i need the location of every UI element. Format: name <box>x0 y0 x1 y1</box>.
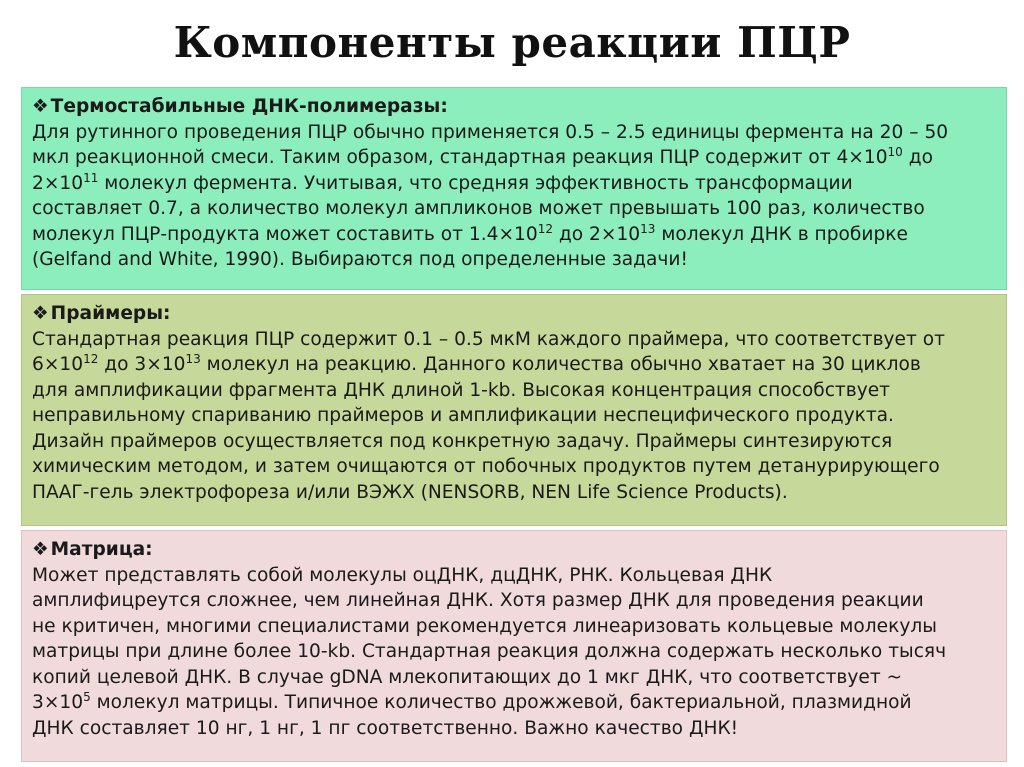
paragraph-line <box>32 563 996 589</box>
line-text: 2×10 <box>32 172 84 194</box>
paragraph-line <box>32 120 996 146</box>
paragraph-line <box>32 327 996 353</box>
diamond-bullet-icon: ❖ <box>32 96 49 117</box>
paragraph-line <box>32 665 996 691</box>
slide-title: Компоненты реакции ПЦР <box>173 18 851 67</box>
section-heading-text: Термостабильные ДНК-полимеразы: <box>50 96 448 117</box>
line-text: Дизайн праймеров осуществляется под конкретную задачу. Праймеры синтезируются <box>32 430 893 452</box>
paragraph-line <box>32 588 996 614</box>
paragraph-line <box>32 480 996 506</box>
line-text: мкл реакционной смеси. Таким образом, стандартная реакция ПЦР содержит от 4×10 <box>32 147 888 168</box>
exponent: 12 <box>537 221 553 236</box>
diamond-bullet-icon: ❖ <box>32 303 49 324</box>
paragraph-line <box>32 171 996 197</box>
paragraph-line <box>32 716 996 742</box>
line-text: амплифицреутся сложнее, чем линейная ДНК. Хотя размер ДНК для проведения реакции <box>32 590 924 611</box>
paragraph-line <box>32 247 996 273</box>
diamond-bullet-icon: ❖ <box>32 539 49 560</box>
line-text: молекул матрицы. Типичное количество дрожжевой, бактериальной, плазмидной <box>90 692 912 713</box>
paragraph-line <box>32 352 996 378</box>
line-text: молекул ПЦР-продукта может составить от 1.4×10 <box>32 223 538 245</box>
line-text: до <box>902 147 933 168</box>
line-text: Может представлять собой молекулы оцДНК, дцДНК, РНК. Кольцевая ДНК <box>32 564 773 586</box>
line-text: до 3×10 <box>98 354 186 375</box>
line-text: ПААГ-гель электрофореза и/или ВЭЖХ (NENSORB, NEN Life Science Products). <box>32 481 788 503</box>
paragraph-line <box>32 145 996 171</box>
paragraph-line <box>32 454 996 480</box>
line-text: молекул ДНК в пробирке <box>655 223 908 245</box>
paragraph-line <box>32 196 996 222</box>
line-text: для амплификации фрагмента ДНК длиной 1-kb. Высокая концентрация способствует <box>32 379 890 401</box>
paragraph-line <box>32 222 996 248</box>
line-text: матрицы при длине более 10-kb. Стандартная реакция должна содержать несколько тысяч <box>32 641 947 662</box>
section-body <box>32 327 996 506</box>
line-text: (Gelfand and White, 1990). Выбираются под определенные задачи! <box>32 249 688 270</box>
section-heading <box>32 537 996 563</box>
exponent: 12 <box>83 352 99 366</box>
polymerase-section <box>21 87 1007 290</box>
line-text: составляет 0.7, а количество молекул ампликонов может превышать 100 раз, количество <box>32 198 925 219</box>
line-text: неправильному спариванию праймеров и амплификации неспецифического продукта. <box>32 405 894 426</box>
primers-section <box>21 294 1007 526</box>
exponent: 13 <box>640 221 656 236</box>
line-text: молекул фермента. Учитывая, что средняя эффективность трансформации <box>98 172 853 194</box>
section-heading-text: Матрица: <box>50 539 153 560</box>
line-text: не критичен, многими специалистами рекомендуется линеаризовать кольцевые молекулы <box>32 615 937 637</box>
exponent: 11 <box>83 170 99 185</box>
line-text: Стандартная реакция ПЦР содержит 0.1 – 0.5 мкМ каждого праймера, что соответствует от <box>32 328 945 350</box>
paragraph-line <box>32 614 996 640</box>
paragraph-line <box>32 639 996 665</box>
line-text: Для рутинного проведения ПЦР обычно применяется 0.5 – 2.5 единицы фермента на 20 – 50 <box>32 121 949 143</box>
section-body <box>32 563 996 742</box>
line-text: 3×10 <box>32 692 84 713</box>
paragraph-line <box>32 378 996 404</box>
section-heading <box>32 94 996 120</box>
paragraph-line <box>32 690 996 716</box>
line-text: ДНК составляет 10 нг, 1 нг, 1 пг соответственно. Важно качество ДНК! <box>32 717 739 739</box>
section-heading-text: Праймеры: <box>50 303 171 324</box>
exponent: 13 <box>185 352 201 366</box>
paragraph-line <box>32 403 996 429</box>
exponent: 10 <box>887 145 903 159</box>
section-body <box>32 120 996 273</box>
line-text: химическим методом, и затем очищаются от побочных продуктов путем детанурирующего <box>32 456 940 477</box>
paragraph-line <box>32 429 996 455</box>
line-text: до 2×10 <box>553 223 641 245</box>
line-text: молекул на реакцию. Данного количества обычно хватает на 30 циклов <box>200 354 921 375</box>
exponent: 5 <box>83 690 91 704</box>
section-heading <box>32 301 996 327</box>
line-text: копий целевой ДНК. В случае gDNA млекопитающих до 1 мкг ДНК, что соответствует ~ <box>32 666 903 688</box>
line-text: 6×10 <box>32 354 84 375</box>
template-section <box>21 530 1007 762</box>
